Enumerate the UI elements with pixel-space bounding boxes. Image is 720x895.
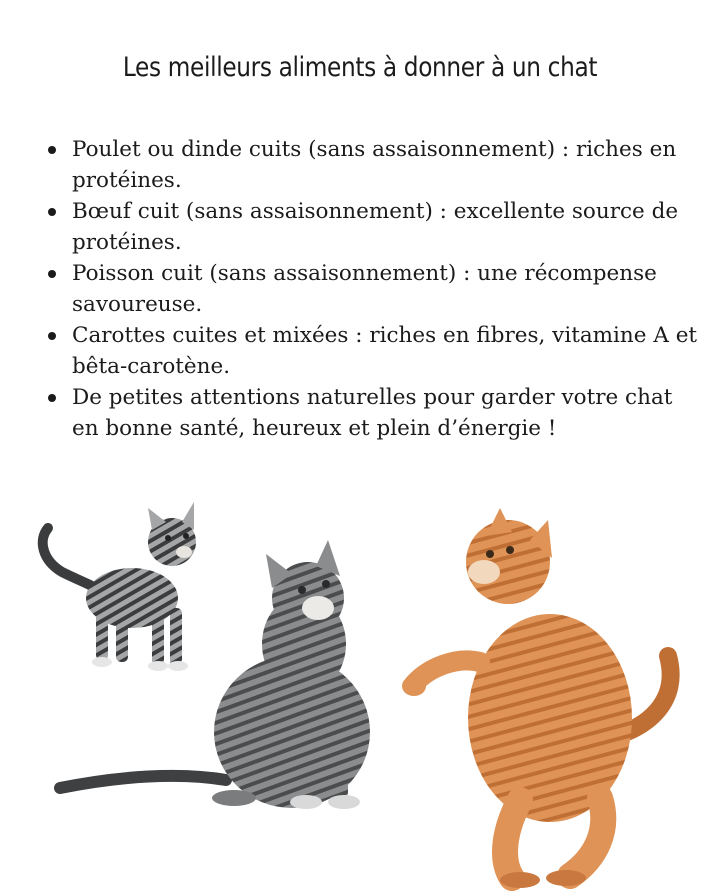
list-item xyxy=(40,320,700,382)
bullet-icon xyxy=(48,146,56,154)
list-item xyxy=(40,382,700,444)
bullet-icon xyxy=(48,332,56,340)
cats-illustration xyxy=(0,480,720,895)
bullet-icon xyxy=(48,394,56,402)
kitten-cat-icon xyxy=(43,502,196,671)
list-item-text: Poulet ou dinde cuits (sans assaisonnement) : riches en protéines. xyxy=(72,137,677,193)
list-item-text: Bœuf cuit (sans assaisonnement) : excellente source de protéines. xyxy=(72,199,679,255)
list-item-text: Carottes cuites et mixées : riches en fibres, vitamine A et bêta-carotène. xyxy=(72,323,698,379)
list-item-text: De petites attentions naturelles pour garder votre chat en bonne santé, heureux et plein d’énergie ! xyxy=(72,385,673,441)
list-item xyxy=(40,134,700,196)
orange-cat-icon xyxy=(402,508,671,888)
bullet-icon xyxy=(48,270,56,278)
bullet-icon xyxy=(48,208,56,216)
food-list xyxy=(40,134,700,444)
list-item xyxy=(40,258,700,320)
page-title: Les meilleurs aliments à donner à un chat xyxy=(122,52,598,83)
list-item xyxy=(40,196,700,258)
list-item-text: Poisson cuit (sans assaisonnement) : une récompense savoureuse. xyxy=(72,261,657,317)
